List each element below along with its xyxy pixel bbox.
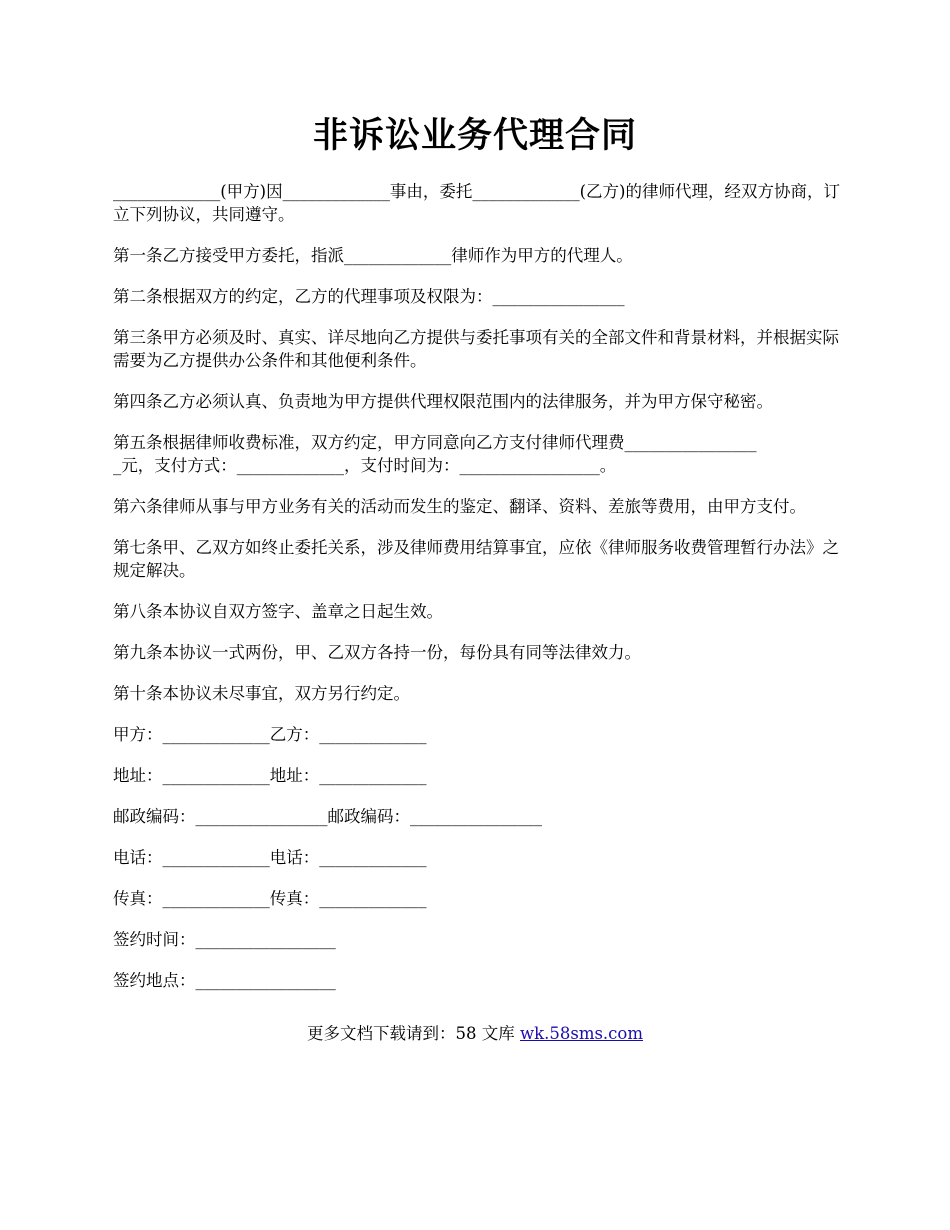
fax-line: 传真：_____________传真：_____________ xyxy=(113,889,427,908)
document-title: 非诉讼业务代理合同 xyxy=(312,115,637,156)
address-line: 地址：_____________地址：_____________ xyxy=(113,766,427,785)
contract-body xyxy=(113,180,853,1010)
article-6: 第六条律师从事与甲方业务有关的活动而发生的鉴定、翻译、资料、差旅等费用，由甲方支付。 xyxy=(113,497,806,516)
phone-line: 电话：_____________电话：_____________ xyxy=(113,848,427,867)
footer xyxy=(0,1022,950,1045)
article-10: 第十条本协议未尽事宜，双方另行约定。 xyxy=(113,684,410,703)
party-names-line: 甲方：_____________乙方：_____________ xyxy=(113,725,427,744)
article-7: 第七条甲、乙双方如终止委托关系，涉及律师费用结算事宜，应依《律师服务收费管理暂行办法》之规定解决。 xyxy=(113,538,839,580)
article-9: 第九条本协议一式两份，甲、乙双方各持一份，每份具有同等法律效力。 xyxy=(113,643,641,662)
article-2: 第二条根据双方的约定，乙方的代理事项及权限为：________________ xyxy=(113,287,625,306)
article-3: 第三条甲方必须及时、真实、详尽地向乙方提供与委托事项有关的全部文件和背景材料，并根据实际需要为乙方提供办公条件和其他便利条件。 xyxy=(113,328,839,370)
intro-paragraph: _____________(甲方)因_____________事由，委托_____________(乙方)的律师代理，经双方协商，订立下列协议，共同遵守。 xyxy=(113,182,840,224)
article-8: 第八条本协议自双方签字、盖章之日起生效。 xyxy=(113,602,443,621)
article-4: 第四条乙方必须认真、负责地为甲方提供代理权限范围内的法律服务，并为甲方保守秘密。 xyxy=(113,392,773,411)
signing-time-line: 签约时间：_________________ xyxy=(113,930,336,949)
article-5: 第五条根据律师收费标准，双方约定，甲方同意向乙方支付律师代理费________________ _元，支付方式：_____________，支付时间为：_________________。 xyxy=(113,433,757,475)
footer-text: 更多文档下载请到：58 文库 xyxy=(306,1024,520,1043)
footer-link[interactable]: wk.58sms.com xyxy=(519,1024,643,1043)
postal-code-line: 邮政编码：________________邮政编码：________________ xyxy=(113,807,542,826)
article-1: 第一条乙方接受甲方委托，指派_____________律师作为甲方的代理人。 xyxy=(113,246,633,265)
signing-place-line: 签约地点：_________________ xyxy=(113,971,336,990)
